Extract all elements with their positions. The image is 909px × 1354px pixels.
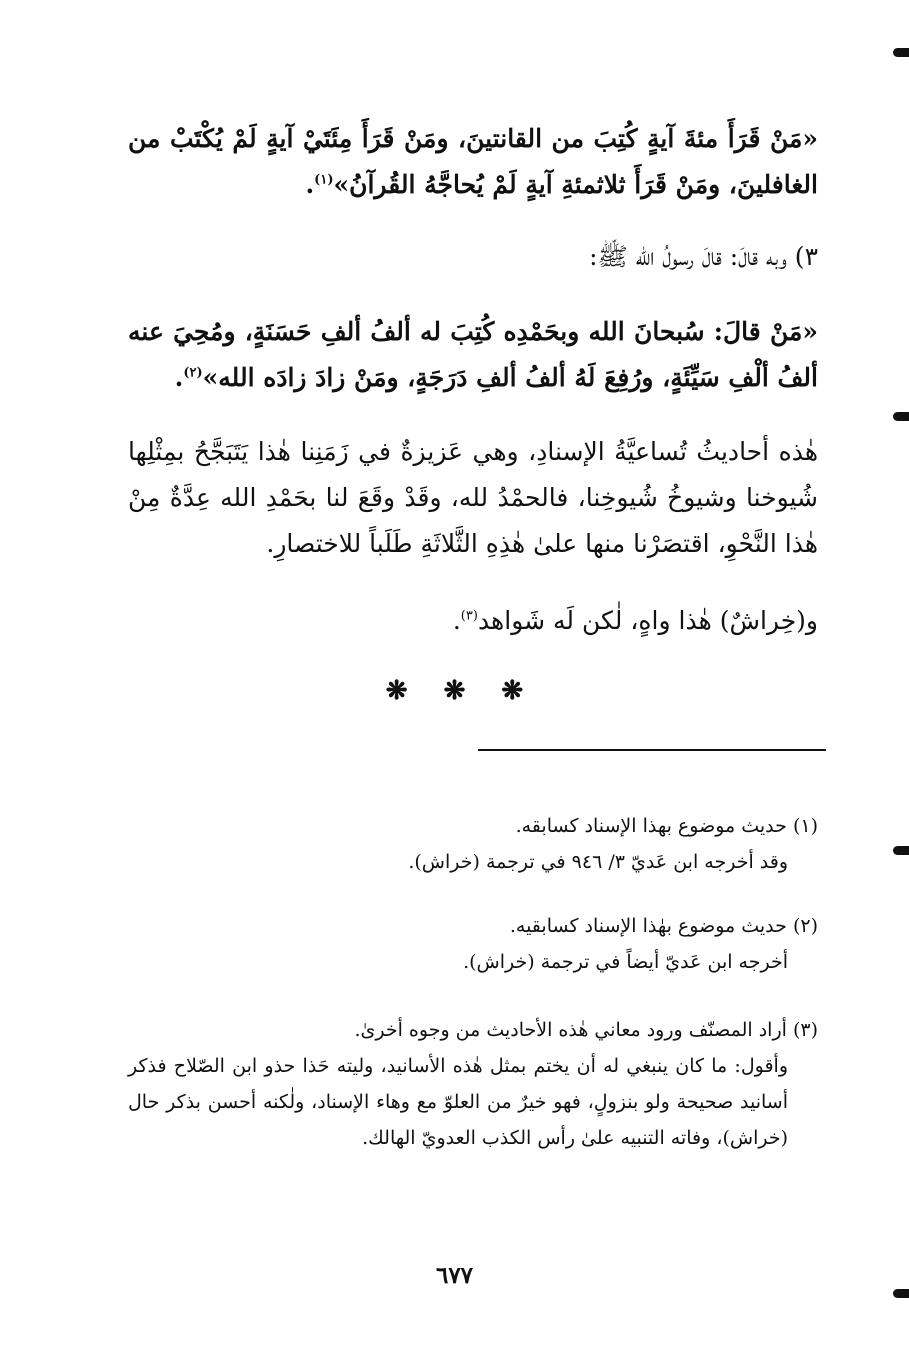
page-edge-mark: [893, 48, 909, 57]
commentary-text: هٰذه أحاديثُ تُساعيَّةُ الإسنادِ، وهي عَزيزةٌ في زَمَنِنا هٰذا يَتَبَجَّحُ بمِثْلِها شُيوخنا وشيوخُ شُيوخِنا، فالحمْدُ لله، وقَدْ وقَعَ لنا بحَمْدِ الله عِدَّةٌ مِنْ هٰذا النَّحْوِ، اقتصَرْنا منها علىٰ هٰذِهِ الثَّلاثَةِ طَلَباً للاختصارِ.: [128, 437, 818, 558]
commentary-paragraph: [128, 429, 818, 567]
footnote-ref-2: (٢): [183, 365, 203, 381]
footnote-ref-3: (٣): [460, 608, 478, 624]
narrator-end: .: [452, 606, 461, 635]
section-separator: [0, 676, 909, 706]
footnote-2-line-1: (٢) حديث موضوع بهٰذا الإسناد كسابقيه.: [509, 915, 818, 937]
narrator-paragraph: [128, 598, 818, 644]
hadith-paragraph-1: «مَنْ قَرَأَ مئةَ آيةٍ كُتِبَ من القانتينَ، ومَنْ قَرَأَ مِئَتَيْ آيةٍ لَمْ يُكْتَبْ من الغافلينَ، ومَنْ قَرَأَ ثلاثمئةِ آيةٍ لَمْ يُحاجَّهُ القُرآنُ»$^{(١)}$.: [128, 124, 818, 199]
footnote-1: [128, 808, 818, 880]
footnote-3-line-2: وأقول: ما كان ينبغي له أن يختم بمثل هٰذه الأسانيد، وليته حَذا حذو ابن الصّلاح فذكر أسانيد صحيحة ولو بنزولٍ، فهو خيرٌ من العلوّ مع وهاء الإسناد، ولٰكنه أحسن بذكر حال (خراش)، وفاته التنبيه علىٰ رأس الكذب العدويّ الهالك.: [128, 1055, 788, 1149]
page-edge-mark: [893, 1289, 909, 1298]
star-icon: ❋: [385, 676, 408, 706]
page-edge-mark: [893, 412, 909, 421]
chain-paragraph: [128, 234, 818, 280]
hadith-text-2: «مَنْ قالَ: سُبحانَ الله وبحَمْدِه كُتِبَ له ألفُ ألفِ حَسَنَةٍ، ومُحِيَ عنه ألفُ ألْفِ سَيِّئَةٍ، ورُفِعَ لَهُ ألفُ ألفِ دَرَجَةٍ، ومَنْ زادَ زادَه الله»: [128, 317, 818, 392]
footnote-1-line-2: وقد أخرجه ابن عَديّ ٣/ ٩٤٦ في ترجمة (خراش).: [408, 851, 788, 873]
star-icon: ❋: [443, 676, 466, 706]
footnote-ref-1: (١): [314, 172, 334, 188]
footnote-1-line-1: (١) حديث موضوع بهذا الإسناد كسابقه.: [515, 815, 818, 837]
footnote-3-line-1: (٣) أراد المصنّف ورود معاني هٰذه الأحاديث من وجوه أخرىٰ.: [354, 1019, 818, 1041]
hadith-paragraph-2: «مَنْ قالَ: سُبحانَ الله وبحَمْدِه كُتِبَ له ألفُ ألفِ حَسَنَةٍ، ومُحِيَ عنه ألفُ ألْفِ سَيِّئَةٍ، ورُفِعَ لَهُ ألفُ ألفِ دَرَجَةٍ، ومَنْ زادَ زادَه الله»$^{(٢)}$.: [128, 317, 818, 392]
page-edge-mark: [893, 846, 909, 855]
footnote-2: [128, 908, 818, 980]
narrator-text: و(خِراشٌ) هٰذا واهٍ، لٰكن لَه شَواهد: [477, 606, 818, 635]
footnote-divider: [478, 749, 826, 751]
footnote-2-line-2: أخرجه ابن عَديّ أيضاً في ترجمة (خراش).: [463, 951, 788, 973]
footnote-3: [128, 1012, 818, 1156]
page-number: ٦٧٧: [435, 1262, 474, 1289]
star-icon: ❋: [501, 676, 524, 706]
hadith-text-1: «مَنْ قَرَأَ مئةَ آيةٍ كُتِبَ من القانتينَ، ومَنْ قَرَأَ مِئَتَيْ آيةٍ لَمْ يُكْتَبْ من الغافلينَ، ومَنْ قَرَأَ ثلاثمئةِ آيةٍ لَمْ يُحاجَّهُ القُرآنُ»: [128, 124, 818, 199]
chain-text: ٣) وبه قالَ: قالَ رسولُ الله ﷺ:: [589, 242, 818, 271]
